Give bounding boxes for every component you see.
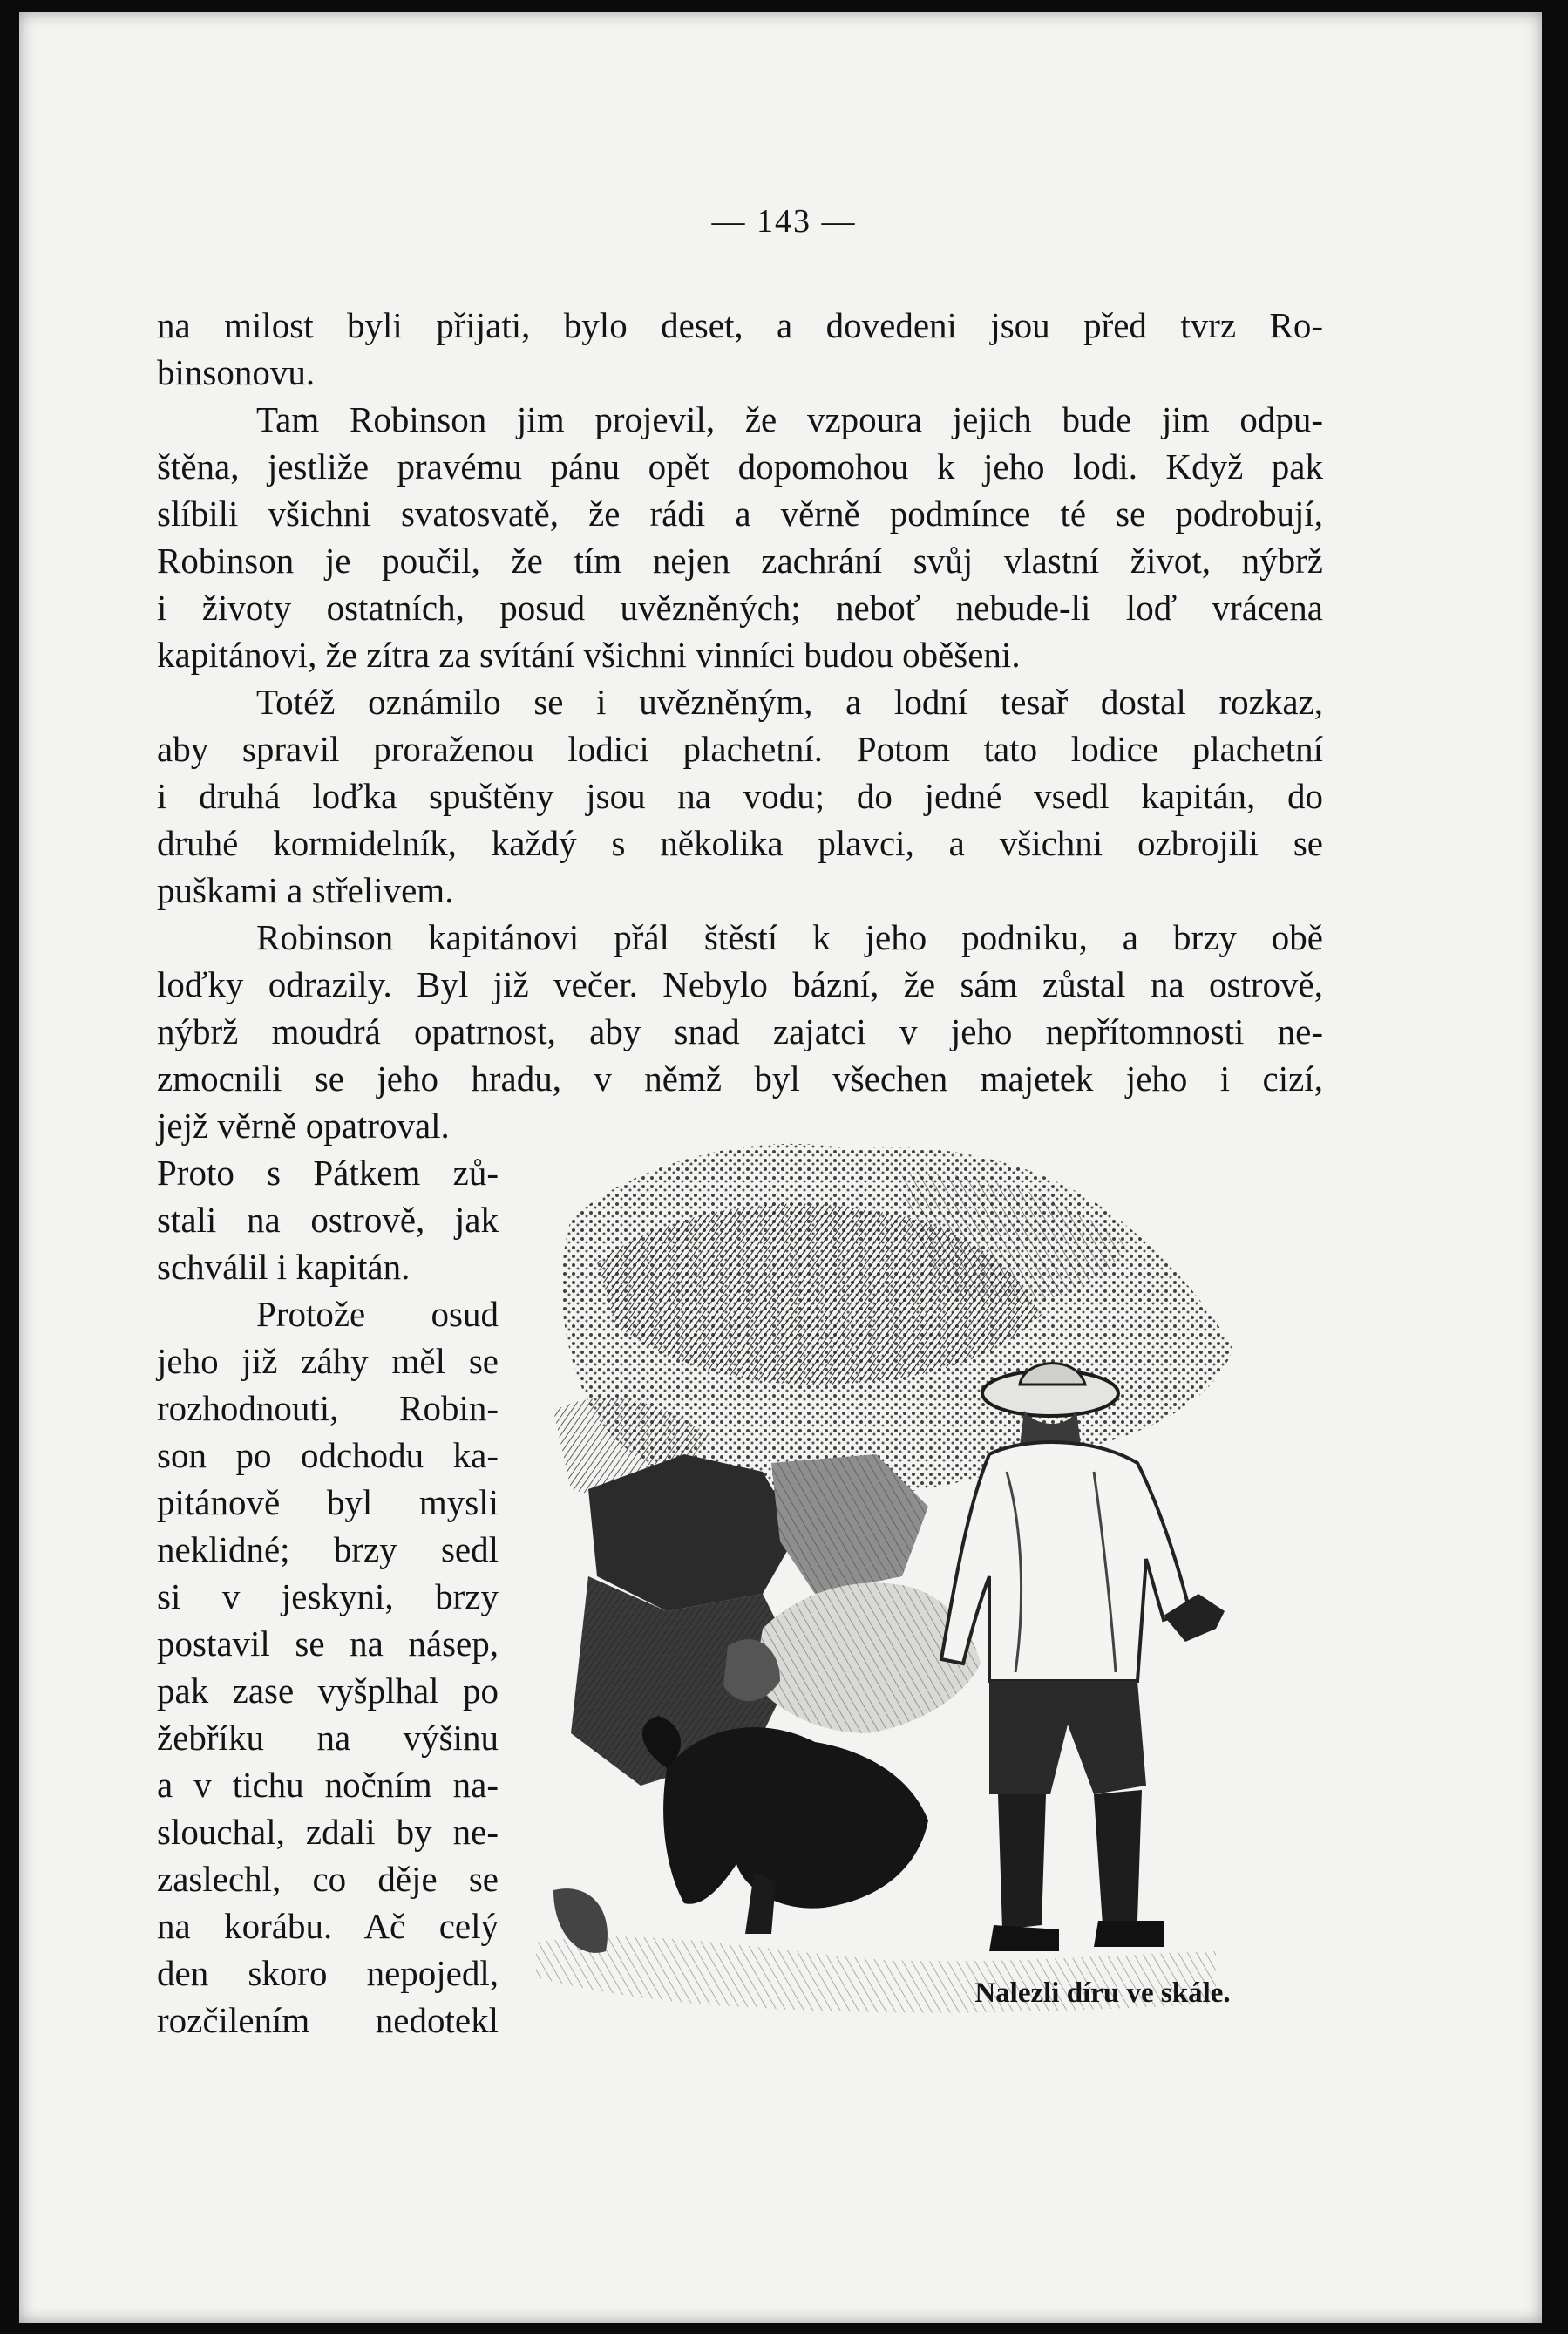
column-text-line: rozhodnouti, Robin- [157, 1388, 499, 1428]
text-line: binsonovu. [157, 352, 316, 392]
text-line: aby spravil proraženou lodici plachetní. Potom tato lodice plachetní [157, 729, 1323, 769]
column-text-line: jeho již záhy měl se [157, 1341, 499, 1381]
column-text-line: zaslechl, co děje se [157, 1859, 499, 1899]
column-text-line: neklidné; brzy sedl [157, 1529, 499, 1569]
text-line: loďky odrazily. Byl již večer. Nebylo bázní, že sám zůstal na ostrově, [157, 964, 1323, 1004]
column-text-line: schválil i kapitán. [157, 1247, 411, 1287]
page-number: — 143 — [711, 203, 857, 240]
text-line: Robinson kapitánovi přál štěstí k jeho podniku, a brzy obě [256, 917, 1323, 957]
text-line: kapitánovi, že zítra za svítání všichni vinníci budou oběšeni. [157, 635, 1021, 675]
text-line: štěna, jestliže pravému pánu opět dopomohou k jeho lodi. Když pak [157, 446, 1323, 487]
column-text-line: den skoro nepojedl, [157, 1953, 499, 1993]
illustration-caption: Nalezli díru ve skále. [974, 1977, 1231, 2009]
column-text-line: slouchal, zdali by ne- [157, 1812, 499, 1852]
column-text-line: žebříku na výšinu [157, 1718, 499, 1758]
column-text-line: si v jeskyni, brzy [157, 1576, 499, 1616]
column-text-line: na korábu. Ač celý [157, 1906, 499, 1946]
foliage [553, 1144, 1233, 1500]
text-line: na milost byli přijati, bylo deset, a dovedeni jsou před tvrz Ro- [157, 305, 1323, 345]
column-text-line: pitánově byl mysli [157, 1482, 499, 1522]
text-line: nýbrž moudrá opatrnost, aby snad zajatci v jeho nepřítomnosti ne- [157, 1011, 1323, 1051]
text-line: druhé kormidelník, každý s několika plavci, a všichni ozbrojili se [157, 823, 1323, 863]
column-text-line: rozčilením nedotekl [157, 2000, 499, 2040]
text-line: i druhá loďka spuštěny jsou na vodu; do jedné vsedl kapitán, do [157, 776, 1323, 816]
column-text-line: jejž věrně opatroval. [157, 1106, 450, 1146]
text-line: slíbili všichni svatosvatě, že rádi a věrně podmínce té se podrobují, [157, 493, 1323, 534]
text-line: Robinson je poučil, že tím nejen zachrání svůj vlastní život, nýbrž [157, 541, 1323, 581]
engraving-illustration [536, 1123, 1325, 2063]
text-line: puškami a střelivem. [157, 870, 454, 910]
column-text-line: pak zase vyšplhal po [157, 1671, 499, 1711]
column-text-line: stali na ostrově, jak [157, 1200, 499, 1240]
text-line: Tam Robinson jim projevil, že vzpoura jejich bude jim odpu- [256, 399, 1323, 439]
column-text-line: Proto s Pátkem zů- [157, 1153, 499, 1193]
text-line: Totéž oznámilo se i uvězněným, a lodní tesař dostal rozkaz, [256, 682, 1323, 722]
text-line: zmocnili se jeho hradu, v němž byl všechen majetek jeho i cizí, [157, 1058, 1323, 1099]
text-line: i životy ostatních, posud uvězněných; neboť nebude-li loď vrácena [157, 588, 1323, 628]
column-text-line: postavil se na násep, [157, 1623, 499, 1664]
column-text-line: a v tichu nočním na- [157, 1765, 499, 1805]
column-text-line: Protože osud [256, 1294, 499, 1334]
column-text-line: son po odchodu ka- [157, 1435, 499, 1475]
